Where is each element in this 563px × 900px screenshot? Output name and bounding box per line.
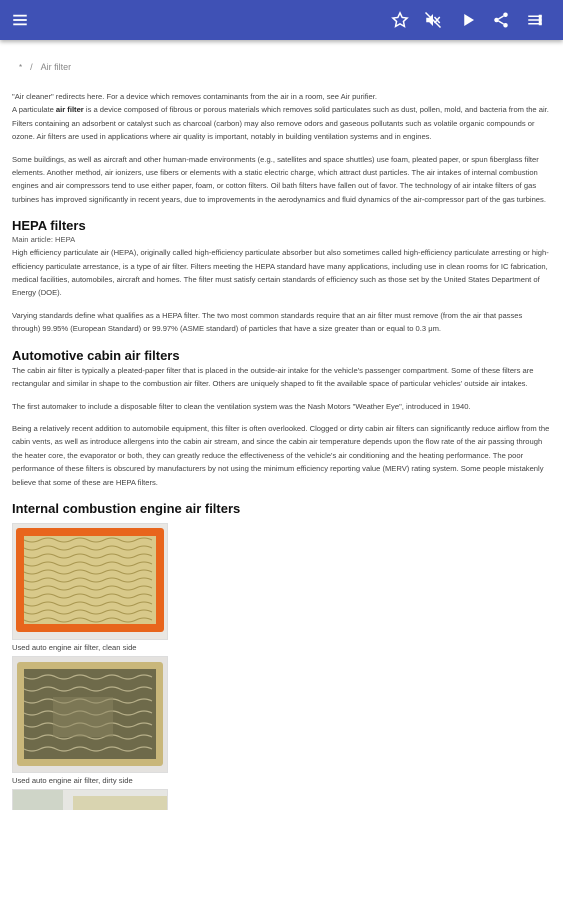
main-article-link[interactable]: Main article: HEPA xyxy=(12,235,76,245)
intro-bold-term: air filter xyxy=(55,105,84,115)
cabin-paragraph-3: Being a relatively recent addition to automobile equipment, this filter is often overlooked. Clogged or dirty cabin air filters can significantly reduce airflow from the cabin vents, as well as introduce allergens into the cabin air stream, and since the cabin air temperature depends upon the flow rate of the air passing through the heater core, the evaporator or both, they can greatly reduce the effectiveness of the vehicle's air conditioning and the heating performance. The poor performance of these filters is obscured by manufacturers by not using the minimum efficiency reporting value (MERV) rating system. Some people mistakenly believe that some of these are HEPA filters. xyxy=(12,423,550,487)
figure-caption-clean: Used auto engine air filter, clean side xyxy=(12,642,137,652)
breadcrumb-separator: / xyxy=(30,62,33,72)
hepa-paragraph-1: High efficiency particulate air (HEPA), originally called high-efficiency particulate absorber but also sometimes called high-efficiency particulate arresting or high-efficiency particulate arrestance, is a type of air filter. Filters meeting the HEPA standard have many applications, including use in clean rooms for IC fabrication, medical facilities, automobiles, aircraft and homes. The filter must satisfy certain standards of efficiency such as those set by the United States Department of Energy (DOE). xyxy=(12,248,549,298)
app-bar xyxy=(0,0,563,40)
breadcrumb xyxy=(19,58,552,76)
section-heading-engine: Internal combustion engine air filters xyxy=(12,500,241,516)
third-figure-image-partial[interactable] xyxy=(12,789,168,810)
article-content xyxy=(12,58,552,810)
figure-caption-dirty: Used auto engine air filter, dirty side xyxy=(12,775,133,785)
dirty-air-filter-image[interactable] xyxy=(12,656,168,773)
hepa-paragraph-2: Varying standards define what qualifies as a HEPA filter. The two most common standards require that an air filter must remove (from the air that passes through) 99.95% (European Standard) or 99.97% (ASME standard) of particles that have a size greater than or equal to 0.3 μm. xyxy=(12,310,523,334)
cabin-paragraph-1: The cabin air filter is typically a pleated-paper filter that is placed in the outside-air intake for the vehicle's passenger compartment. Some of these filters are rectangular and similar in shape to the combustion air filter. Others are uniquely shaped to fit the available space of particular vehicles' outside air intakes. xyxy=(12,365,534,389)
list-icon[interactable] xyxy=(523,8,547,32)
breadcrumb-current: Air filter xyxy=(40,62,72,72)
figure-dirty-filter xyxy=(12,656,552,787)
share-icon[interactable] xyxy=(489,8,513,32)
intro-paragraph-1: A particulate air filter is a device composed of fibrous or porous materials which removes solid particulates such as dust, pollen, mold, and bacteria from the air. Filters containing an adsorbent or catalyst such as charcoal (carbon) may also remove odors and gaseous pollutants such as volatile organic compounds or ozone. Air filters are used in applications where air quality is important, notably in building ventilation systems and in engines. xyxy=(12,105,549,142)
intro-paragraph-2: Some buildings, as well as aircraft and other human-made environments (e.g., satellites and space shuttles) use foam, pleated paper, or spun fiberglass filter elements. Another method, air ionizers, use fibers or elements with a static electric charge, which attract dust particles. The air intakes of internal combustion engines and air compressors tend to use either paper, foam, or cotton filters. Oil bath filters have fallen out of favor. The technology of air intake filters of gas turbines has improved significantly in recent years, due to improvements in the aerodynamics and fluid dynamics of the air-compressor part of the gas turbines. xyxy=(12,154,546,204)
hatnote: "Air cleaner" redirects here. For a device which removes contaminants from the air in a room, see Air purifier. xyxy=(12,92,377,101)
star-icon[interactable] xyxy=(388,8,412,32)
breadcrumb-home[interactable]: * xyxy=(19,62,23,72)
clean-air-filter-image[interactable] xyxy=(12,523,168,640)
hamburger-menu-icon[interactable] xyxy=(8,8,32,32)
figure-clean-filter xyxy=(12,523,552,654)
section-heading-hepa: HEPA filters xyxy=(12,218,86,234)
section-heading-cabin: Automotive cabin air filters xyxy=(12,347,180,363)
cabin-paragraph-2: The first automaker to include a disposable filter to clean the ventilation system was the Nash Motors "Weather Eye", introduced in 1940. xyxy=(12,401,471,411)
volume-off-icon[interactable] xyxy=(421,8,445,32)
play-icon[interactable] xyxy=(456,8,480,32)
